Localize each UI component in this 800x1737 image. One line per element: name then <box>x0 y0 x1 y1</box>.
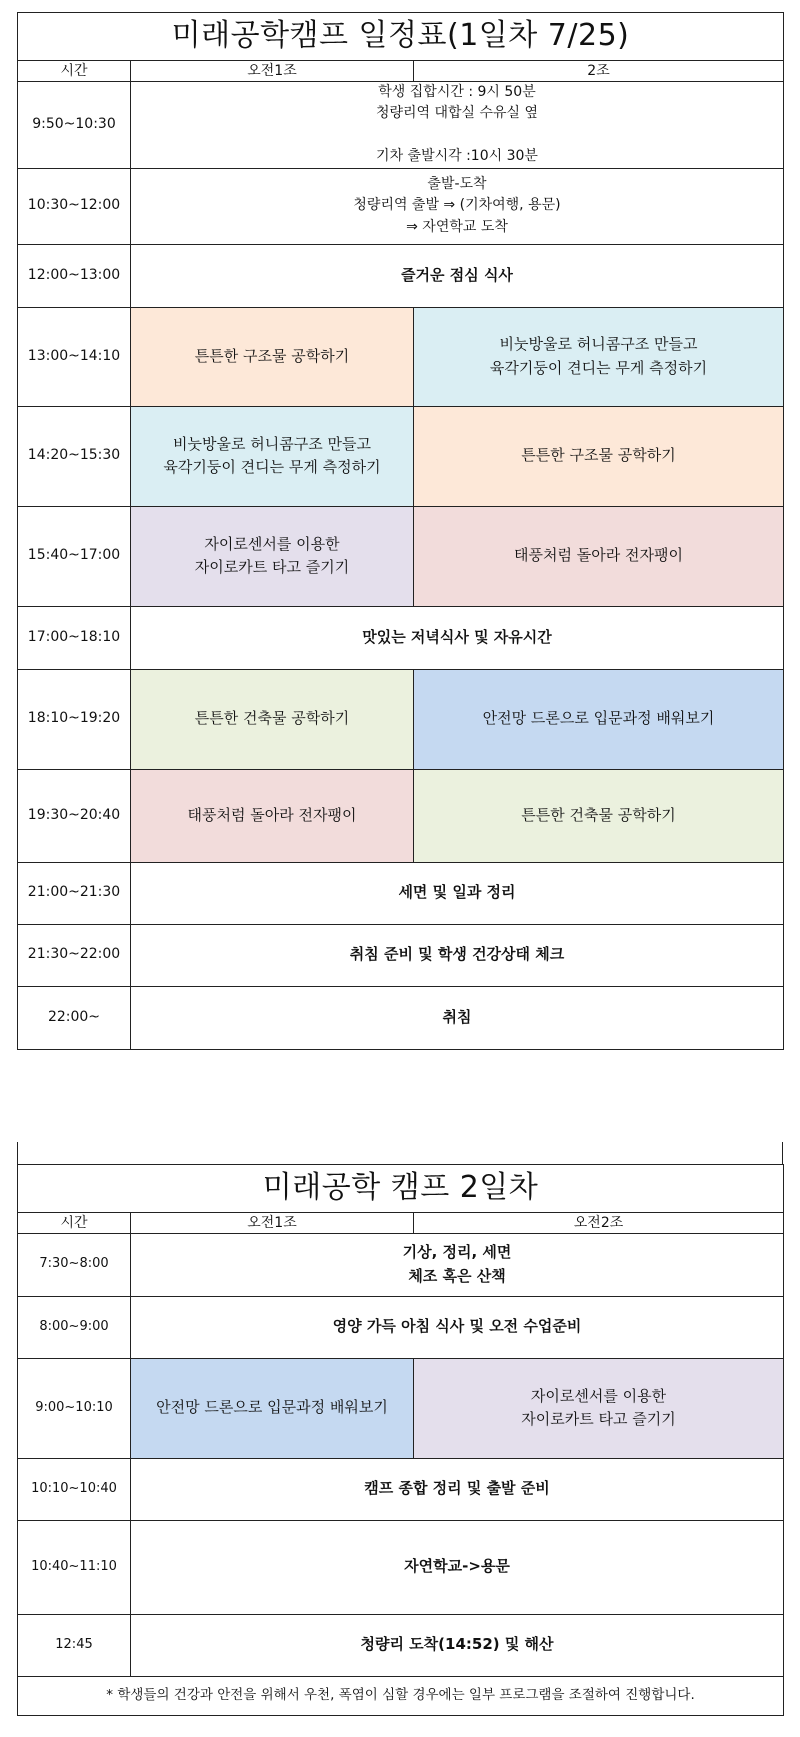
activity-line: 비눗방울로 허니콤구조 만들고 <box>173 434 371 453</box>
table-row <box>18 769 784 862</box>
activity-cell: 청량리 도착(14:52) 및 해산 <box>131 1614 784 1676</box>
activity-line: 자이로센서를 이용한 <box>204 534 340 553</box>
activity-line: 학생 집합시간 : 9시 50분 <box>378 83 536 100</box>
time-cell: 13:00~14:10 <box>18 307 131 406</box>
activity-line: 태풍처럼 돌아라 전자팽이 <box>514 546 683 565</box>
table-row <box>18 244 784 307</box>
table-row <box>18 406 784 506</box>
day2-header-row <box>18 1212 784 1233</box>
day2-schedule-table <box>17 1164 784 1716</box>
activity-line: 기상, 정리, 세면 <box>402 1243 512 1262</box>
activity-line: 태풍처럼 돌아라 전자팽이 <box>187 805 357 824</box>
time-cell: 7:30~8:00 <box>18 1233 131 1296</box>
day1-title: 미래공학캠프 일정표(1일차 7/25) <box>18 13 784 61</box>
activity-cell: 취침 <box>131 986 784 1049</box>
table-gap <box>17 1142 783 1164</box>
time-cell: 10:30~12:00 <box>18 168 131 244</box>
time-cell: 12:00~13:00 <box>18 244 131 307</box>
activity-line: 자이로센서를 이용한 <box>530 1386 667 1405</box>
activity-cell <box>131 1233 784 1296</box>
activity-line: 튼튼한 건축물 공학하기 <box>194 709 350 728</box>
time-cell: 22:00~ <box>18 986 131 1049</box>
activity-line: 튼튼한 구조물 공학하기 <box>521 446 676 465</box>
table-row <box>18 986 784 1049</box>
table-row <box>18 606 784 669</box>
time-cell: 10:10~10:40 <box>18 1458 131 1520</box>
activity-line: 육각기둥이 견디는 무게 측정하기 <box>489 358 708 377</box>
header-group1: 오전1조 <box>131 1212 414 1233</box>
activity-cell: 세면 및 일과 정리 <box>131 862 784 924</box>
group2-activity <box>414 769 784 862</box>
activity-line: 청량리역 대합실 수유실 옆 <box>375 105 539 122</box>
header-group1: 오전1조 <box>131 60 414 81</box>
activity-line: 자이로카트 타고 즐기기 <box>194 558 350 577</box>
table-row <box>18 1233 784 1296</box>
group2-activity <box>414 406 784 506</box>
time-cell: 17:00~18:10 <box>18 606 131 669</box>
activity-line: 안전망 드론으로 입문과정 배워보기 <box>156 1398 388 1417</box>
activity-line: 육각기둥이 견디는 무게 측정하기 <box>163 458 381 477</box>
group2-activity <box>414 307 784 406</box>
group2-activity <box>414 506 784 606</box>
table-row <box>18 1358 784 1458</box>
table-row <box>18 1296 784 1358</box>
table-row <box>18 862 784 924</box>
group1-activity <box>131 669 414 769</box>
time-cell: 10:40~11:10 <box>18 1520 131 1614</box>
table-row <box>18 1520 784 1614</box>
activity-line: 자이로카트 타고 즐기기 <box>521 1410 676 1428</box>
group2-activity <box>414 669 784 769</box>
activity-line: 청량리역 출발 ⇒ (기차여행, 용문) <box>353 197 561 214</box>
table-row <box>18 1458 784 1520</box>
activity-cell <box>131 168 784 244</box>
day1-header-row <box>18 60 784 81</box>
group1-activity <box>131 1358 414 1458</box>
activity-cell <box>131 81 784 168</box>
activity-line: 체조 혹은 산책 <box>408 1266 506 1285</box>
group1-activity <box>131 506 414 606</box>
time-cell: 19:30~20:40 <box>18 769 131 862</box>
time-cell: 14:20~15:30 <box>18 406 131 506</box>
header-group2: 2조 <box>414 60 784 81</box>
time-cell: 9:50~10:30 <box>18 81 131 168</box>
table-row <box>18 1614 784 1676</box>
table-row <box>18 669 784 769</box>
header-time: 시간 <box>18 1212 131 1233</box>
table-row <box>18 506 784 606</box>
time-cell: 8:00~9:00 <box>18 1296 131 1358</box>
table-row <box>18 168 784 244</box>
table-row <box>18 307 784 406</box>
header-time: 시간 <box>18 60 131 81</box>
group1-activity <box>131 307 414 406</box>
time-cell: 15:40~17:00 <box>18 506 131 606</box>
group2-activity <box>414 1358 784 1458</box>
group1-activity <box>131 406 414 506</box>
activity-cell: 캠프 종합 정리 및 출발 준비 <box>131 1458 784 1520</box>
table-row <box>18 924 784 986</box>
activity-line: 튼튼한 건축물 공학하기 <box>521 805 676 824</box>
day1-schedule-table <box>17 12 784 1050</box>
footnote: * 학생들의 건강과 안전을 위해서 우천, 폭염이 심할 경우에는 일부 프로그램을 조절하여 진행합니다. <box>18 1676 784 1715</box>
table-row <box>18 81 784 168</box>
activity-line: 안전망 드론으로 입문과정 배워보기 <box>482 709 715 728</box>
activity-line: 출발-도착 <box>427 175 487 192</box>
activity-cell: 취침 준비 및 학생 건강상태 체크 <box>131 924 784 986</box>
time-cell: 9:00~10:10 <box>18 1358 131 1458</box>
time-cell: 21:30~22:00 <box>18 924 131 986</box>
activity-cell: 맛있는 저녁식사 및 자유시간 <box>131 606 784 669</box>
time-cell: 12:45 <box>18 1614 131 1676</box>
activity-cell: 자연학교->용문 <box>131 1520 784 1614</box>
activity-line: 튼튼한 구조물 공학하기 <box>194 346 350 365</box>
activity-line: ⇒ 자연학교 도착 <box>406 218 508 235</box>
group1-activity <box>131 769 414 862</box>
blank-line <box>135 125 779 146</box>
activity-line: 기차 출발시각 :10시 30분 <box>376 147 538 164</box>
header-group2: 오전2조 <box>414 1212 784 1233</box>
activity-cell: 영양 가득 아침 식사 및 오전 수업준비 <box>131 1296 784 1358</box>
time-cell: 18:10~19:20 <box>18 669 131 769</box>
activity-line: 비눗방울로 허니콤구조 만들고 <box>499 335 698 354</box>
day2-title: 미래공학 캠프 2일차 <box>18 1165 784 1213</box>
activity-cell: 즐거운 점심 식사 <box>131 244 784 307</box>
time-cell: 21:00~21:30 <box>18 862 131 924</box>
